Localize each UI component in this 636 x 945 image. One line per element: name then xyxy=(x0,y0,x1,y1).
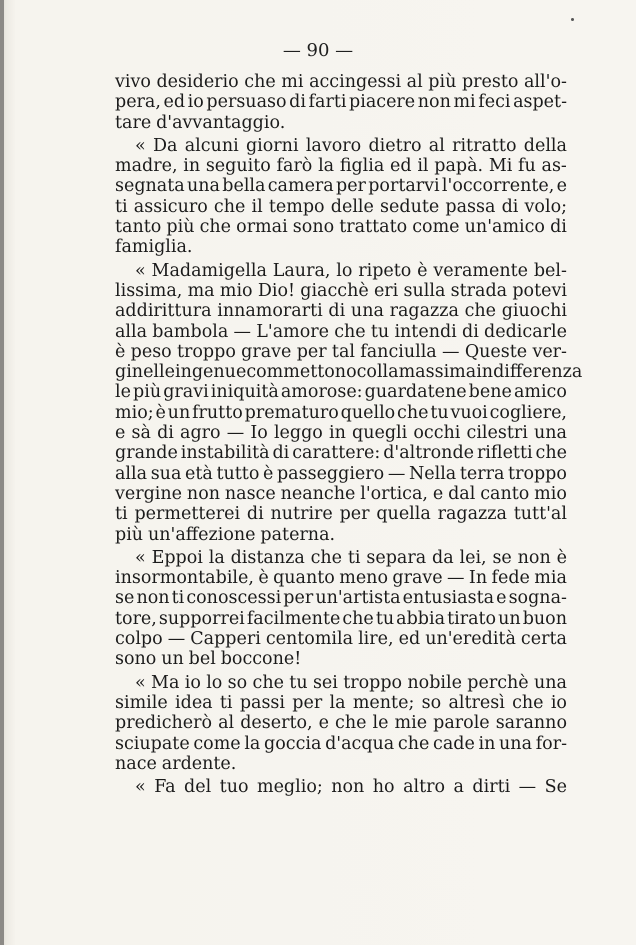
text-line: « Eppoi la distanza che ti separa da lei, se non è xyxy=(135,547,567,568)
text-line: « Fa del tuo meglio; non ho altro a dirti — Se xyxy=(135,777,567,798)
text-line: addirittura innamorarti di una ragazza che giuochi xyxy=(115,301,567,322)
text-line: lissima, ma mio Dio! giacchè eri sulla strada potevi xyxy=(115,280,567,301)
text-line: predicherò al deserto, e che le mie parole saranno xyxy=(115,713,567,734)
text-line: ti permetterei di nutrire per quella ragazza tutt'al xyxy=(115,504,567,525)
text-line: « Da alcuni giorni lavoro dietro al ritratto della xyxy=(135,135,567,156)
page-number: — 90 — xyxy=(282,40,354,61)
text-line: madre, in seguito farò la figlia ed il papà. Mi fu as- xyxy=(115,156,567,177)
text-line: se non ti conoscessi per un'artista entusiasta e sogna- xyxy=(115,588,567,609)
text-line: « Ma io lo so che tu sei troppo nobile perchè una xyxy=(135,672,567,693)
text-line: simile idea ti passi per la mente; so altresì che io xyxy=(115,692,567,713)
text-line: alla sua età tutto è passeggiero — Nella terra troppo xyxy=(115,463,567,484)
text-line: insormontabile, è quanto meno grave — In fede mia xyxy=(115,568,567,589)
text-line: mio; è un frutto prematuro quello che tu vuoi cogliere, xyxy=(115,402,567,423)
text-line: colpo — Capperi centomila lire, ed un'eredità certa xyxy=(115,629,567,650)
text-line: le più gravi iniquità amorose: guardatene bene amico xyxy=(115,382,567,403)
page-spine-edge xyxy=(0,0,4,945)
text-line: tore, supporrei facilmente che tu abbia tirato un buon xyxy=(115,608,567,629)
text-line: « Madamigella Laura, lo ripeto è veramente bel- xyxy=(135,260,567,281)
text-line: tare d'avvantaggio. xyxy=(115,112,286,133)
text-line: grande instabilità di carattere: d'altronde rifletti che xyxy=(115,443,567,464)
text-line: segnata una bella camera per portarvi l'occorrente, e xyxy=(115,176,567,197)
text-line: più un'affezione paterna. xyxy=(115,524,336,545)
text-line: ginelle ingenue commettono colla massima indifferenza xyxy=(115,362,583,383)
text-line: nace ardente. xyxy=(115,753,237,774)
text-line: pera, ed io persuaso di farti piacere non mi feci aspet- xyxy=(115,92,567,113)
text-line: alla bambola — L'amore che tu intendi di dedicarle xyxy=(115,321,567,342)
text-line: è peso troppo grave per tal fanciulla — Queste ver- xyxy=(115,341,567,362)
text-line: famiglia. xyxy=(115,237,193,258)
paper-speck xyxy=(571,18,574,21)
text-line: vergine non nasce neanche l'ortica, e dal canto mio xyxy=(115,483,567,504)
text-line: vivo desiderio che mi accingessi al più presto all'o- xyxy=(115,72,567,92)
text-line: ti assicuro che il tempo delle sedute passa di volo; xyxy=(115,196,567,217)
text-line: tanto più che ormai sono trattato come un'amico di xyxy=(115,217,567,238)
text-line: sciupate come la goccia d'acqua che cade in una for- xyxy=(115,733,567,754)
body-text xyxy=(115,72,583,798)
text-line: e sà di agro — Io leggo in quegli occhi cilestri una xyxy=(115,423,567,444)
text-line: sono un bel boccone! xyxy=(115,649,302,670)
